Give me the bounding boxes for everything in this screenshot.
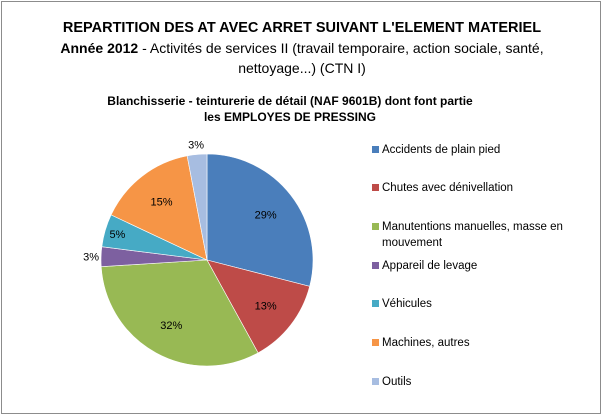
pie-label-machines-autres: 15% — [150, 196, 173, 209]
chart-title-line1: REPARTITION DES AT AVEC ARRET SUIVANT L'ELEMENT MATERIEL — [62, 20, 542, 36]
pie-label-accidents-de-plain-pied: 29% — [254, 209, 277, 222]
pie-label-outils: 3% — [188, 139, 205, 152]
legend-swatch — [372, 262, 379, 269]
pie-label-manutentions-manuelles-masse-en-mouvement: 32% — [160, 320, 183, 332]
legend-label: Véhicules — [382, 298, 432, 310]
legend-swatch — [372, 300, 379, 307]
legend-swatch — [372, 223, 379, 230]
pie-label-chutes-avec-denivellation: 13% — [254, 300, 277, 313]
legend-label: Manutentions manuelles, masse en mouvement — [382, 221, 563, 249]
legend-label: Outils — [382, 376, 412, 388]
legend-label: Appareil de levage — [382, 260, 478, 272]
legend-item-accidents-de-plain-pied — [372, 142, 592, 158]
legend-item-machines-autres — [372, 335, 592, 351]
chart-title-rest: - Activités de services II (travail temporaire, action sociale, santé, nettoyage...) (CTN I) — [138, 40, 544, 76]
legend-swatch — [372, 184, 379, 191]
legend-item-vehicules — [372, 296, 592, 312]
legend-item-manutentions-manuelles-masse-en-mouvement — [372, 219, 592, 251]
pie-label-vehicules: 5% — [109, 229, 126, 241]
chart-subtitle: Blanchisserie - teinturerie de détail (NAF 9601B) dont font partie les EMPLOYES DE PRESSING — [107, 94, 473, 124]
legend-item-outils — [372, 374, 592, 390]
legend-label: Chutes avec dénivellation — [382, 182, 514, 194]
legend-item-chutes-avec-denivellation — [372, 180, 592, 196]
legend-swatch — [372, 146, 379, 153]
legend-swatch — [372, 378, 379, 385]
legend-item-appareil-de-levage — [372, 258, 592, 274]
pie-label-appareil-de-levage: 3% — [83, 251, 100, 264]
legend-swatch — [372, 339, 379, 346]
legend-label: Machines, autres — [382, 337, 470, 349]
chart-title-year: Année 2012 — [60, 40, 139, 56]
legend-label: Accidents de plain pied — [382, 144, 501, 156]
